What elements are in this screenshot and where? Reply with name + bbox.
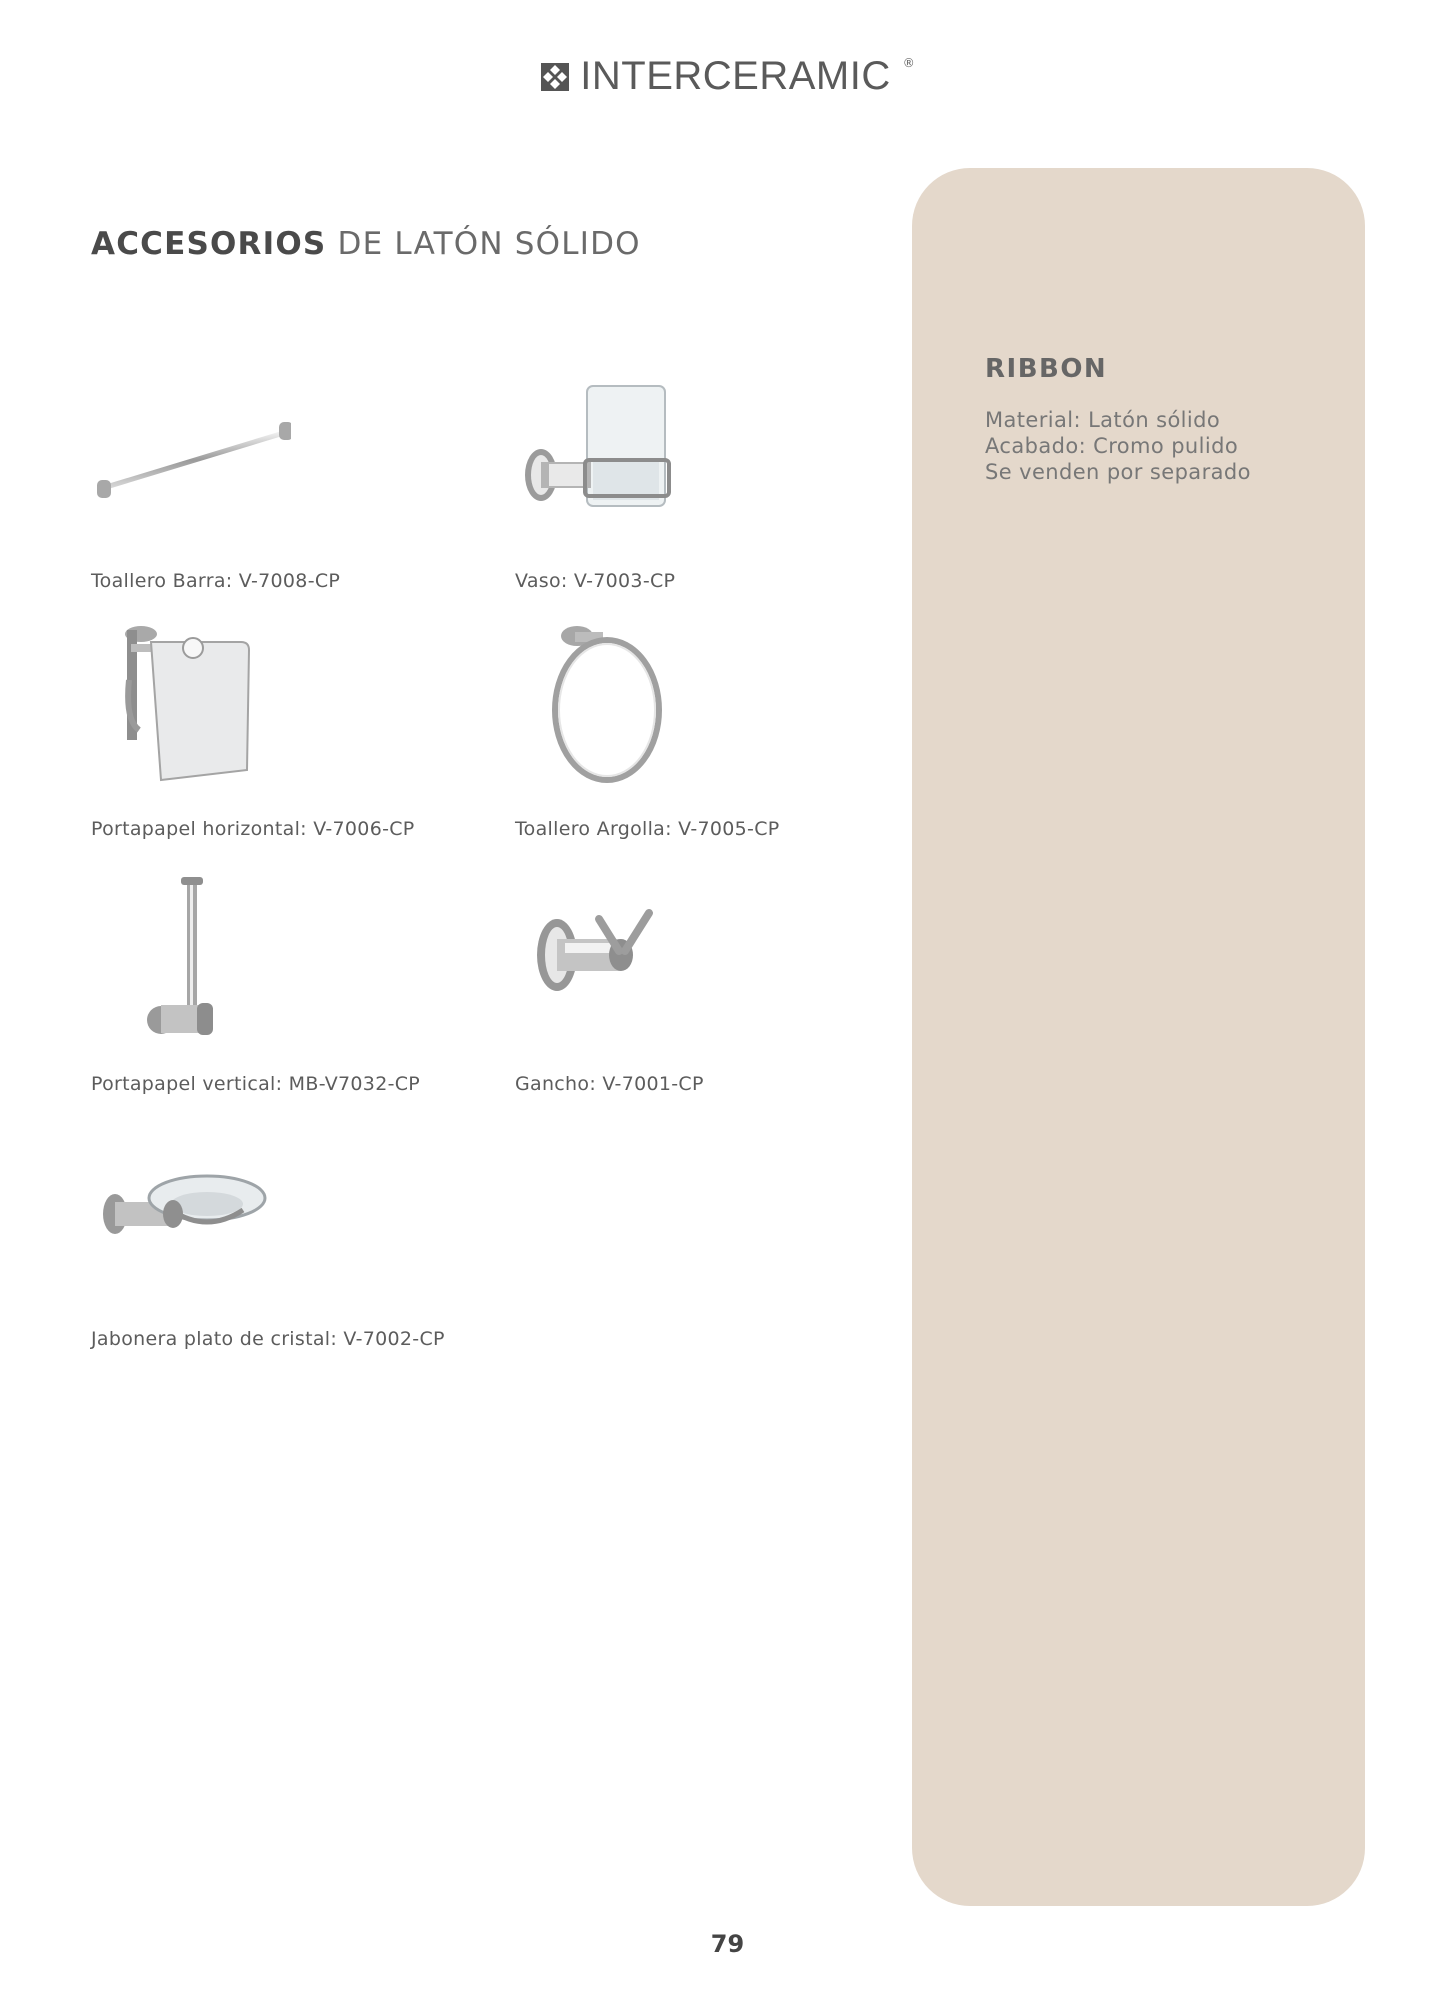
towel-ring-icon xyxy=(515,620,715,790)
product-label: Toallero Argolla: V-7005-CP xyxy=(515,818,780,840)
page-number: 79 xyxy=(710,1930,745,1958)
product-label: Toallero Barra: V-7008-CP xyxy=(91,570,341,592)
hook-icon xyxy=(515,875,715,1045)
product-label: Jabonera plato de cristal: V-7002-CP xyxy=(91,1328,445,1350)
section-title-light: DE LATÓN SÓLIDO xyxy=(337,226,641,262)
paper-holder-vertical-icon xyxy=(91,875,291,1045)
brand-name: INTERCERAMIC xyxy=(580,54,891,98)
product-label: Vaso: V-7003-CP xyxy=(515,570,676,592)
section-title xyxy=(91,226,641,262)
soap-dish-icon xyxy=(91,1130,291,1300)
product-label: Portapapel horizontal: V-7006-CP xyxy=(91,818,415,840)
interceramic-logo-icon xyxy=(540,62,570,92)
paper-holder-horizontal-icon xyxy=(91,620,291,790)
product-tumbler xyxy=(515,380,915,592)
product-paper-holder-horizontal xyxy=(91,620,491,840)
product-soap-dish xyxy=(91,1130,491,1350)
collection-title: RIBBON xyxy=(985,354,1108,384)
product-towel-ring xyxy=(515,620,915,840)
product-label: Portapapel vertical: MB-V7032-CP xyxy=(91,1073,421,1095)
product-towel-bar xyxy=(91,380,491,592)
product-hook xyxy=(515,875,915,1095)
spec-finish: Acabado: Cromo pulido xyxy=(985,434,1239,458)
tumbler-holder-icon xyxy=(515,380,715,550)
collection-panel xyxy=(912,168,1365,1906)
spec-material: Material: Latón sólido xyxy=(985,408,1221,432)
towel-bar-icon xyxy=(91,380,291,550)
brand-header xyxy=(0,54,1455,99)
product-label: Gancho: V-7001-CP xyxy=(515,1073,704,1095)
product-paper-holder-vertical xyxy=(91,875,491,1095)
spec-sale-note: Se venden por separado xyxy=(985,460,1251,484)
section-title-bold: ACCESORIOS xyxy=(91,226,327,262)
registered-mark: ® xyxy=(902,55,915,70)
